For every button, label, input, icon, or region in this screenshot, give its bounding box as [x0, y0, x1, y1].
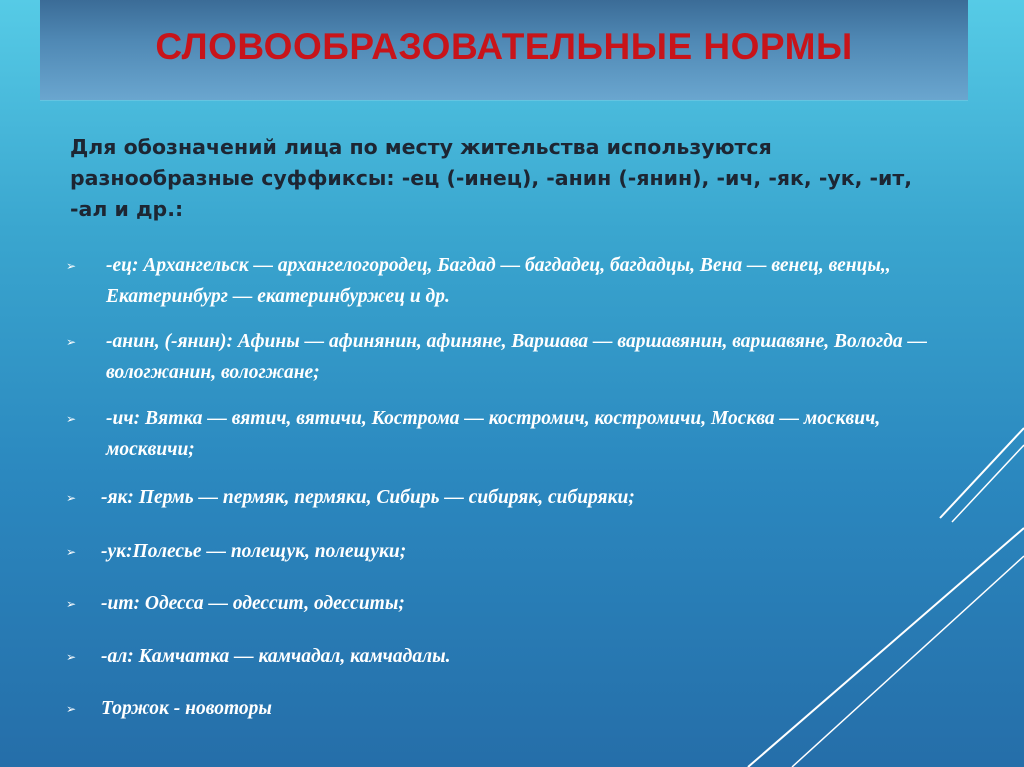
arrow-bullet-icon: ➢ [66, 702, 77, 716]
arrow-bullet-icon: ➢ [66, 650, 77, 664]
bullet-text: -ит: Одесса — одессит, одесситы; [101, 593, 405, 614]
arrow-bullet-icon: ➢ [66, 259, 77, 273]
bullet-text: -ук:Полесье — полещук, полещуки; [101, 541, 407, 562]
arrow-bullet-icon: ➢ [66, 491, 77, 505]
bullet-text: Торжок - новоторы [101, 698, 272, 719]
decor-line-upper-b [952, 445, 1024, 522]
decor-line-long-b [792, 556, 1024, 767]
decor-line-long-a [748, 528, 1024, 767]
arrow-bullet-icon: ➢ [66, 597, 77, 611]
arrow-bullet-icon: ➢ [66, 545, 77, 559]
arrow-bullet-icon: ➢ [66, 335, 77, 349]
bullet-text: -як: Пермь — пермяк, пермяки, Сибирь — сибиряк, сибиряки; [101, 487, 635, 508]
intro-paragraph: Для обозначений лица по месту жительства используются разнообразные суффиксы: -ец (-инец), -анин (-янин), -ич, -як, -ук, -ит, -ал и др.: [70, 135, 913, 221]
bullet-text: -анин, (-янин): Афины — афинянин, афиняне, Варшава — варшавянин, варшавяне, Вологда — вологжанин, вологжане; [106, 331, 928, 383]
decor-line-upper-a [940, 428, 1024, 518]
slide-title: СЛОВООБРАЗОВАТЕЛЬНЫЕ НОРМЫ [155, 26, 853, 67]
bullet-text: -ич: Вятка — вятич, вятичи, Кострома — костромич, костромичи, Москва — москвич, москвичи; [106, 408, 881, 460]
bullet-text: -ец: Архангельск — архангелогородец, Багдад — багдадец, багдадцы, Вена — венец, венцы,, Екатеринбург — екатеринбуржец и др. [106, 255, 891, 307]
arrow-bullet-icon: ➢ [66, 412, 77, 426]
bullet-text: -ал: Камчатка — камчадал, камчадалы. [101, 646, 451, 667]
